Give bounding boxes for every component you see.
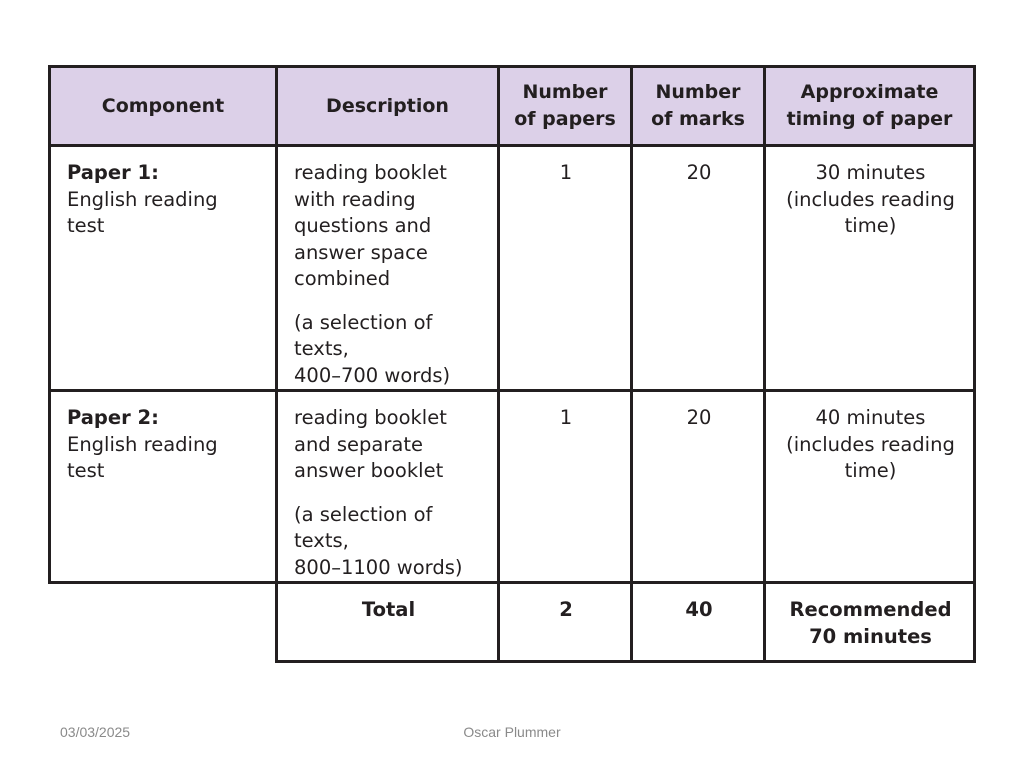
assessment-table-container [48,65,976,663]
component-cell [50,391,277,583]
header-number-of-marks: Number of marks [632,67,765,146]
table-total-row [50,583,975,662]
marks-cell: 20 [632,391,765,583]
total-empty-cell [50,583,277,662]
footer-date: 03/03/2025 [60,724,131,740]
header-description: Description [277,67,499,146]
table-row [50,391,975,583]
description-main: reading booklet with reading questions and answer space combined [294,161,447,290]
total-marks: 40 [632,583,765,662]
header-component: Component [50,67,277,146]
footer-author: Oscar Plummer [463,724,561,740]
assessment-table [48,65,976,663]
table-row [50,146,975,391]
description-cell [277,391,499,583]
total-papers: 2 [499,583,632,662]
description-note: (a selection of texts, 400–700 words) [294,310,451,387]
table-header-row [50,67,975,146]
description-cell [277,146,499,391]
marks-cell: 20 [632,146,765,391]
header-approximate-timing: Approximate timing of paper [765,67,975,146]
description-note: (a selection of texts, 800–1100 words) [294,502,463,579]
component-subtitle: English reading test [67,187,218,237]
total-label: Total [277,583,499,662]
header-number-of-papers: Number of papers [499,67,632,146]
total-timing: Recommended 70 minutes [765,583,975,662]
component-title: Paper 2: [67,406,159,429]
papers-cell: 1 [499,391,632,583]
component-title: Paper 1: [67,161,159,184]
component-subtitle: English reading test [67,432,218,482]
description-main: reading booklet and separate answer booklet [294,406,447,482]
timing-cell: 30 minutes (includes reading time) [765,146,975,391]
papers-cell: 1 [499,146,632,391]
timing-cell: 40 minutes (includes reading time) [765,391,975,583]
component-cell [50,146,277,391]
